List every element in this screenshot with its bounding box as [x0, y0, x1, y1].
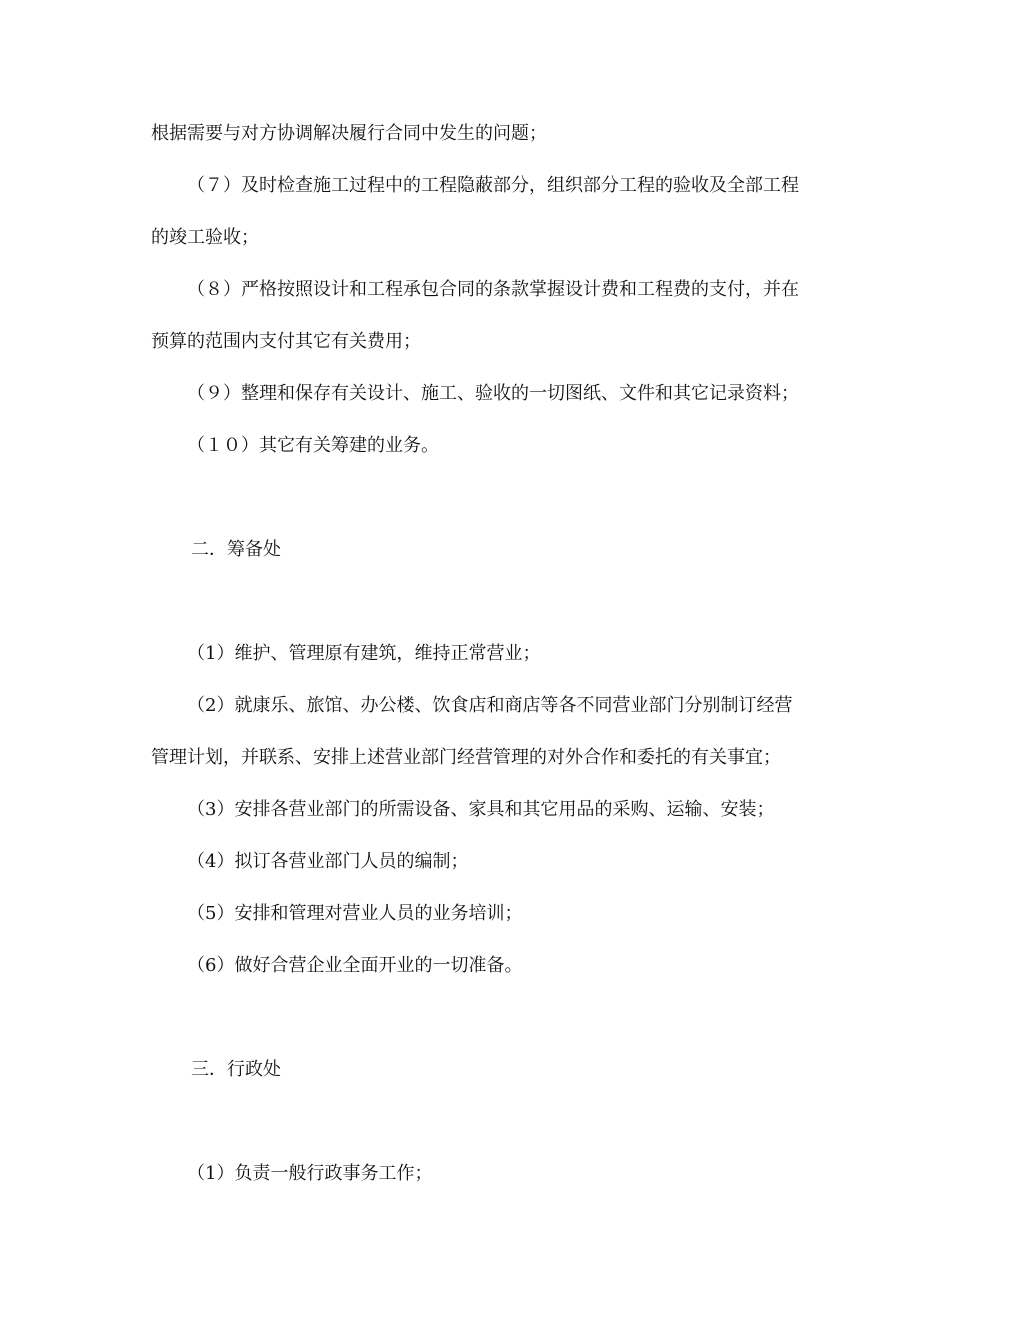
section-heading: 二．筹备处 — [191, 539, 281, 560]
list-item-7: （７）及时检查施工过程中的工程隐蔽部分，组织部分工程的验收及全部工程 — [187, 175, 799, 196]
paragraph-line: 根据需要与对方协调解决履行合同中发生的问题； — [151, 123, 547, 144]
list-item-6: （6）做好合营企业全面开业的一切准备。 — [187, 955, 523, 976]
paragraph-line: 管理计划，并联系、安排上述营业部门经营管理的对外合作和委托的有关事宜； — [151, 747, 781, 768]
list-item-4: （4）拟订各营业部门人员的编制； — [187, 851, 469, 872]
list-item-8: （８）严格按照设计和工程承包合同的条款掌握设计费和工程费的支付，并在 — [187, 279, 799, 300]
list-item-3: （3）安排各营业部门的所需设备、家具和其它用品的采购、运输、安装； — [187, 799, 775, 820]
paragraph-line: 预算的范围内支付其它有关费用； — [151, 331, 421, 352]
list-item-9: （９）整理和保存有关设计、施工、验收的一切图纸、文件和其它记录资料； — [187, 383, 799, 404]
list-item-10: （１０）其它有关筹建的业务。 — [187, 435, 439, 456]
list-item-1: （1）负责一般行政事务工作； — [187, 1163, 433, 1184]
list-item-2: （2）就康乐、旅馆、办公楼、饮食店和商店等各不同营业部门分别制订经营 — [187, 695, 793, 716]
section-heading: 三．行政处 — [191, 1059, 281, 1080]
list-item-5: （5）安排和管理对营业人员的业务培训； — [187, 903, 523, 924]
paragraph-line: 的竣工验收； — [151, 227, 259, 248]
list-item-1: （1）维护、管理原有建筑，维持正常营业； — [187, 643, 541, 664]
